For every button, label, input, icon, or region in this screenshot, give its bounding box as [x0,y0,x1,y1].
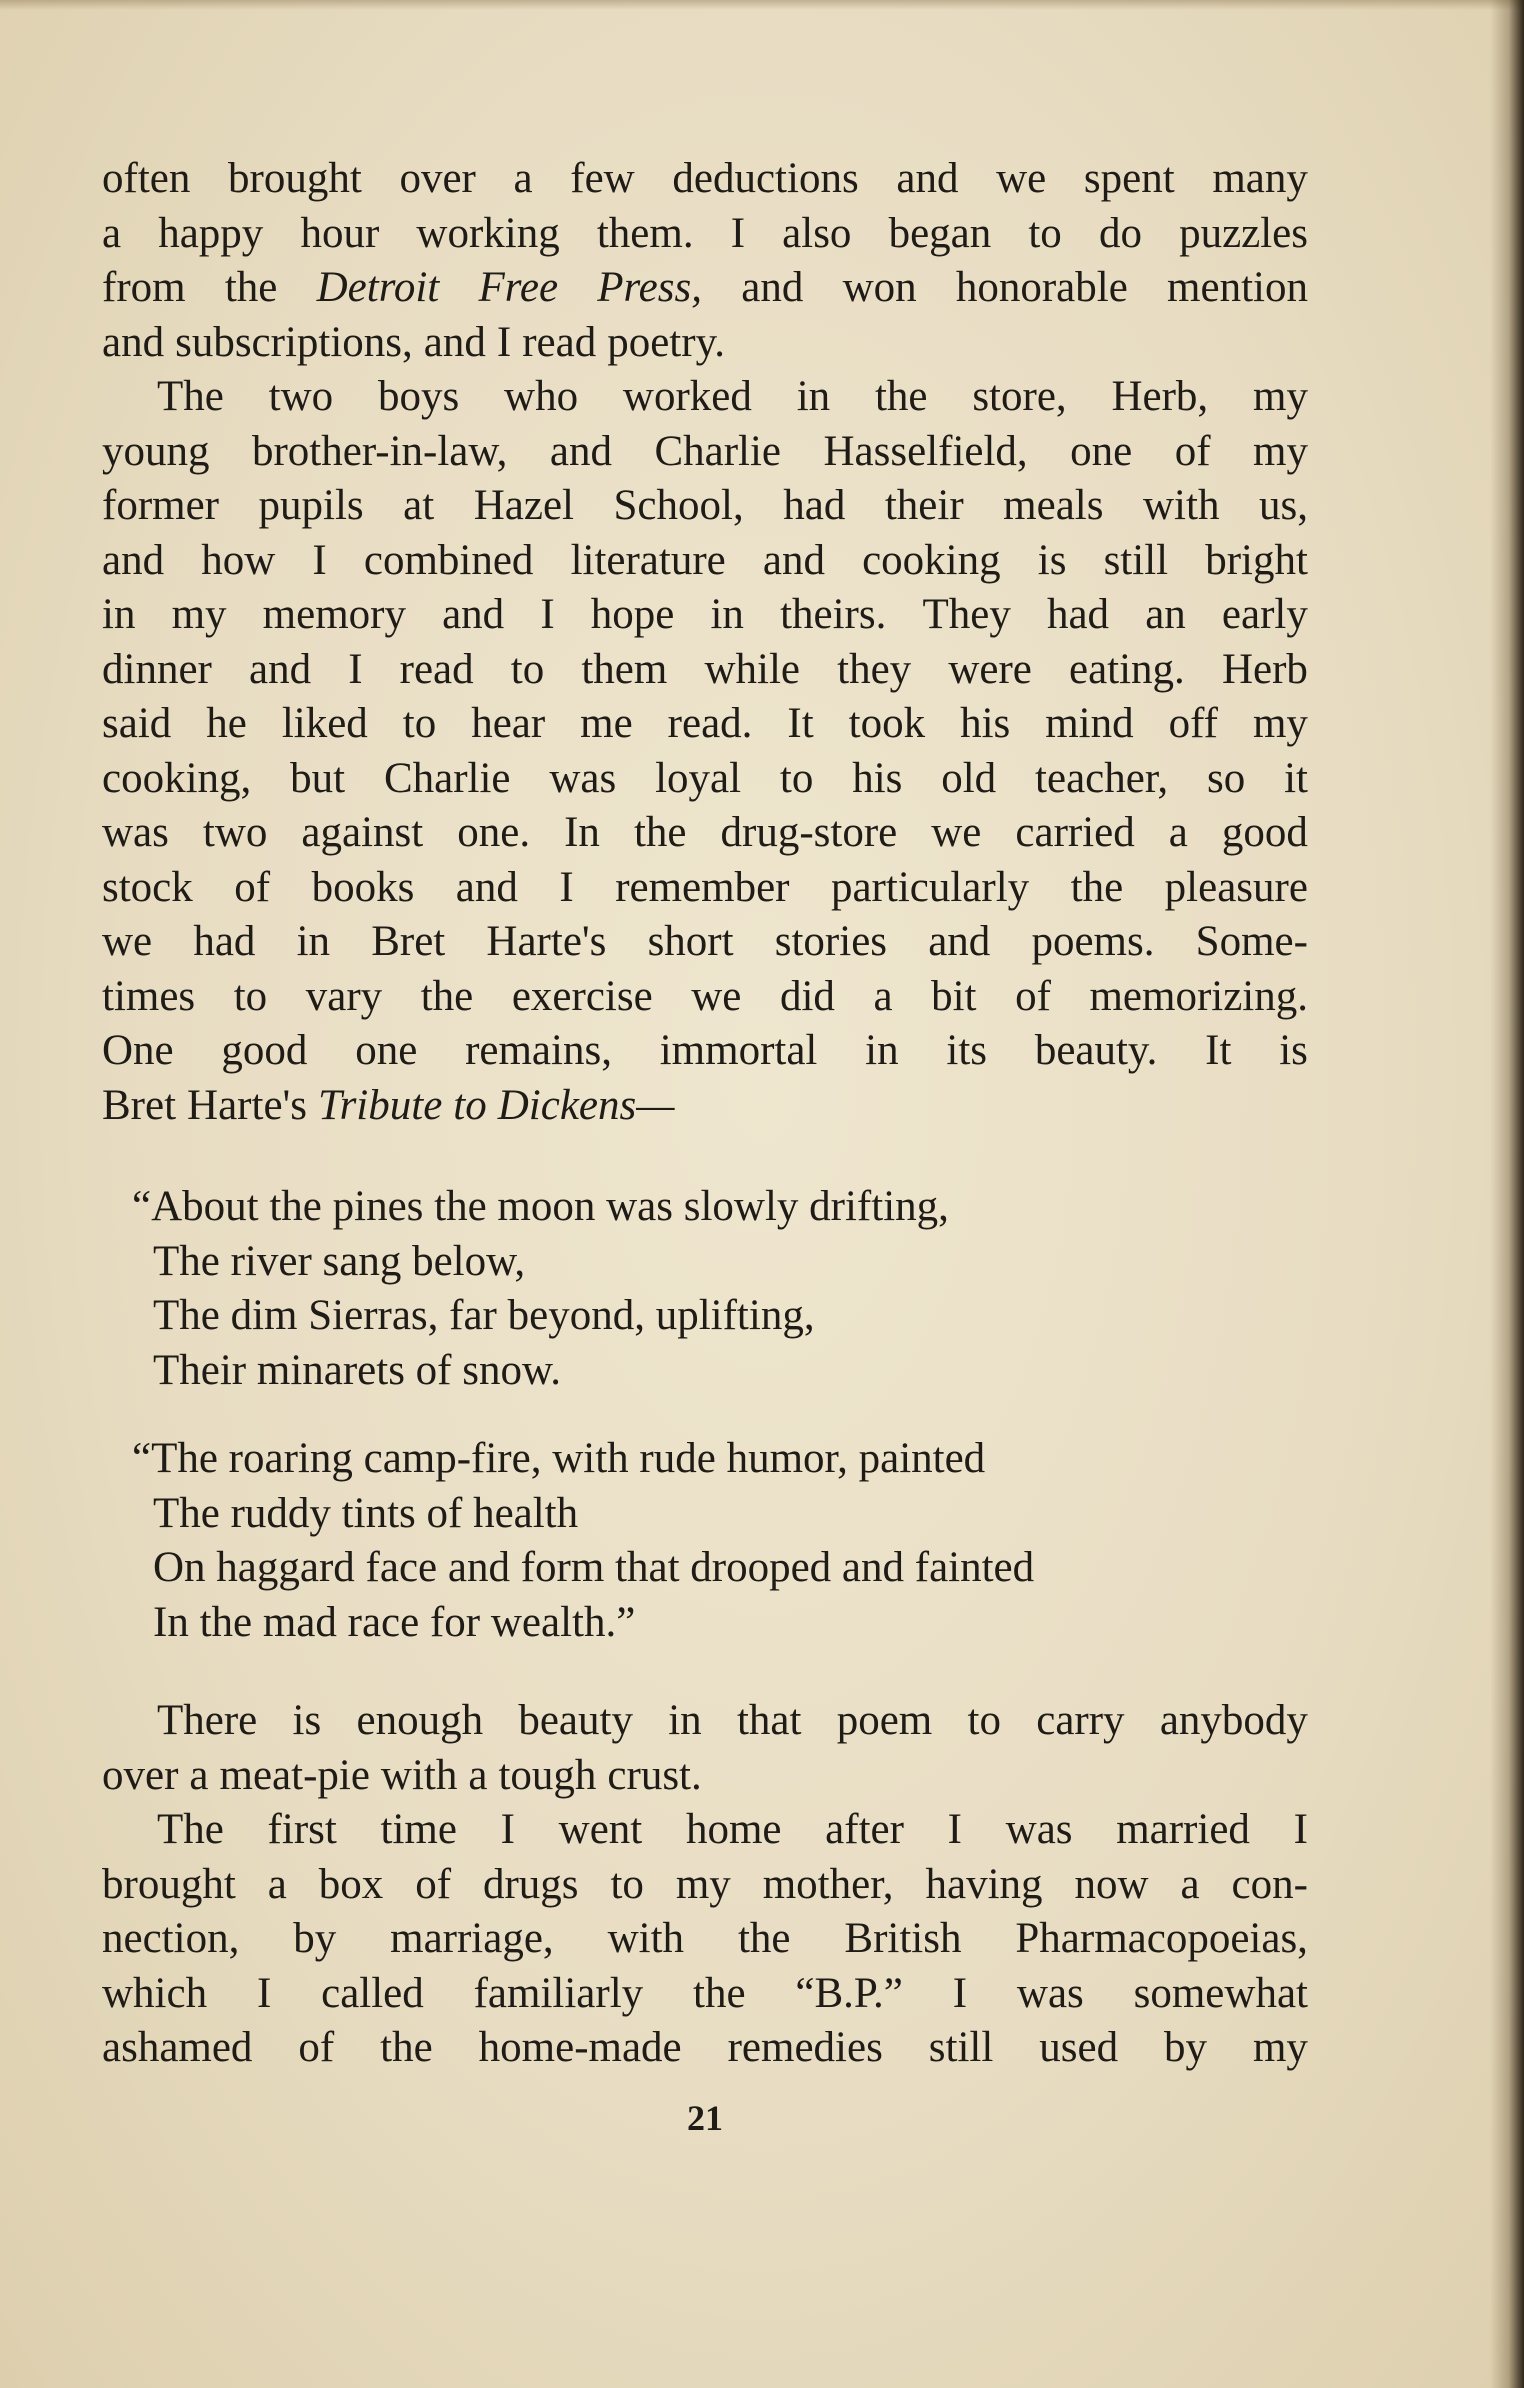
word: a [189,1751,209,1799]
prose-block-top [102,152,1308,1133]
word: good [1221,809,1308,856]
word: Hasselfield, [823,427,1028,475]
text-line [102,261,1308,316]
word: that [736,1697,802,1744]
word: with [1143,482,1220,529]
text-line [102,1749,1308,1804]
word: poetry. [607,318,726,366]
word: cooking [862,536,1001,584]
prose-block-bottom [102,1694,1308,2076]
word: old [941,754,997,802]
word: Dickens— [497,1081,675,1129]
word: and [102,536,165,584]
word: teacher, [1035,754,1169,802]
word: liked [281,700,368,747]
word: of [1015,972,1051,1020]
word: do [1098,209,1142,257]
word: Pharmacopoeias, [1015,1915,1308,1962]
text-line [102,1079,1308,1134]
word: called [321,1969,424,2017]
word: memory [262,591,406,638]
word: deductions [672,155,859,202]
word: read. [667,700,753,747]
word: early [1221,591,1308,638]
word: it [1284,754,1308,802]
word: my [675,1860,731,1908]
word: they [837,645,912,693]
word: in [102,591,136,638]
word: former [102,482,219,529]
word: was [1005,1806,1073,1853]
word: British [844,1915,962,1962]
word: an [1145,591,1186,638]
word: There [157,1697,258,1744]
poem-stanza-2 [132,1432,1282,1650]
word: young [102,427,210,475]
word: Detroit [316,264,440,311]
word: who [504,373,579,420]
text-line [102,2021,1308,2076]
word: we [996,155,1047,202]
word: a [267,1860,287,1908]
word: one [355,1027,418,1074]
word: and [248,645,312,693]
word: in [296,918,331,965]
word: con- [1231,1860,1308,1908]
word: It [787,700,814,747]
word: to [779,754,814,802]
stanza-line: In the mad race for wealth.” [153,1598,636,1646]
word: I [500,1806,515,1853]
word: I [348,645,363,693]
word: many [1212,155,1308,202]
word: familiarly [473,1969,644,2017]
word: I [1293,1806,1308,1853]
word: crust. [607,1751,702,1799]
word: stories [774,918,888,965]
word: my [1253,373,1308,420]
word: happy [158,209,264,257]
text-line [102,1694,1308,1749]
stanza-line: The dim Sierras, far beyond, uplifting, [153,1292,815,1339]
text-line [102,1024,1308,1079]
word: loyal [655,754,742,802]
text-line [102,370,1308,425]
word: the [693,1969,746,2017]
word: is [292,1697,322,1744]
word: times [102,972,196,1020]
text-line [102,588,1308,643]
word: did [779,972,835,1020]
word: brother-in-law, [251,427,508,475]
word: the [380,2024,433,2071]
text-line [102,1967,1308,2022]
word: and [442,591,505,638]
text-line [102,1912,1308,1967]
word: went [558,1806,643,1853]
word: having [925,1860,1043,1908]
word: to [510,645,545,693]
word: its [946,1027,988,1074]
word: one. [457,809,531,856]
page-top-shadow [0,0,1524,10]
word: in [865,1027,899,1074]
paragraph-drugs-home [102,1803,1308,2076]
word: said [102,700,172,747]
paragraph-dinner-reading [102,370,1308,1133]
word: Herb [1221,645,1308,693]
word: good [221,1027,308,1074]
word: bit [931,972,977,1020]
word: and [928,918,991,965]
word: were [948,645,1032,693]
word: pleasure [1164,863,1308,911]
word: a [102,209,122,257]
poem-stanza-1 [132,1180,1282,1398]
word: at [403,482,435,529]
word: poem [836,1697,933,1744]
word: working [416,209,560,257]
text-line [102,534,1308,589]
word: hope [590,591,675,638]
word: marriage, [390,1915,554,1962]
word: two [268,373,334,420]
word: and [762,536,825,584]
word: meals [1003,482,1104,529]
word: short [647,918,734,965]
word: remains, [465,1027,612,1074]
word: and [455,863,518,911]
page-number: 21 [687,2098,723,2138]
word: combined [363,536,534,584]
word: them [581,645,668,693]
word: us, [1258,482,1308,529]
word: beauty. [1034,1027,1158,1074]
word: few [570,155,635,202]
word: I [559,863,574,911]
word: by [293,1915,337,1962]
word: I [730,209,746,257]
word: I [312,536,327,584]
stanza-line: Their minarets of snow. [153,1346,561,1394]
word: immortal [659,1027,818,1074]
word: over [399,155,476,202]
word: two [202,809,268,856]
word: beauty [518,1697,633,1744]
text-line [102,207,1308,262]
word: so [1207,754,1246,802]
text-line [102,152,1308,207]
word: mention [1167,264,1308,311]
word: poems. [1031,918,1155,965]
word: vary [305,972,383,1020]
text-line [102,643,1308,698]
word: my [1253,427,1308,475]
word: took [848,700,926,747]
word: began [888,209,992,257]
word: to [233,972,268,1020]
word: puzzles [1179,209,1308,257]
word: of [298,2024,335,2071]
word: their [884,482,964,529]
word: and [896,155,959,202]
word: tough [498,1751,597,1799]
text-line [102,697,1308,752]
word: my [1252,700,1308,747]
word: we [691,972,742,1020]
word: Bret [102,1081,177,1129]
paragraph-poem-comment [102,1694,1308,1803]
word: had [783,482,846,529]
word: carried [1015,809,1135,856]
word: we [931,809,982,856]
word: Bret [371,918,446,965]
word: Harte's [486,918,607,965]
word: a [1180,1860,1200,1908]
word: still [928,2024,994,2071]
word: his [852,754,903,802]
word: I [952,1969,968,2017]
word: over [102,1751,179,1799]
word: and [423,318,486,366]
word: mother, [762,1860,894,1908]
stanza-line: On haggard face and form that drooped and fainted [153,1544,1035,1591]
word: In [564,809,600,856]
word: dinner [102,645,212,693]
word: memorizing. [1089,972,1308,1020]
word: my [171,591,227,638]
word: remedies [727,2024,883,2071]
word: but [290,754,346,802]
word: from [102,264,186,311]
word: now [1074,1860,1149,1908]
word: first [267,1806,337,1853]
word: by [1164,2024,1208,2071]
word: Charlie [383,754,511,802]
word: the [633,809,687,856]
word: was [1016,1969,1084,2017]
word: literature [570,536,726,584]
word: a [1168,809,1188,856]
word: brought [228,155,362,202]
word: Press, [597,264,702,311]
word: subscriptions, [175,318,413,366]
word: Free [478,264,559,311]
word: of [234,863,271,911]
word: remember [615,863,790,911]
word: to [967,1697,1001,1744]
word: home [685,1806,782,1853]
word: still [1103,536,1169,584]
word: and [549,427,612,475]
word: read [399,645,474,693]
word: particularly [830,863,1030,911]
text-line [102,479,1308,534]
text-line [102,1803,1308,1858]
word: and [102,318,165,366]
word: used [1039,2024,1119,2071]
word: of [415,1860,452,1908]
word: anybody [1159,1697,1308,1744]
word: enough [356,1697,484,1744]
word: to [610,1860,644,1908]
word: while [704,645,801,693]
word: a [873,972,893,1020]
stanza-line: The ruddy tints of health [153,1489,579,1537]
word: in [710,591,744,638]
word: time [380,1806,457,1853]
word: hour [300,209,380,257]
word: a [468,1751,488,1799]
word: box [318,1860,384,1908]
word: the [874,373,928,420]
text-line [102,1858,1308,1913]
word: and [741,264,804,311]
word: the [224,264,278,311]
word: with [380,1751,458,1799]
word: theirs. [780,591,887,638]
word: books [311,863,415,911]
word: Tribute [318,1081,443,1129]
text-line [102,316,1308,371]
word: is [1037,536,1067,584]
word: drugs [482,1860,579,1908]
word: Hazel [473,482,574,529]
word: he [206,700,247,747]
word: off [1168,700,1218,747]
word: drug-store [720,809,898,856]
stanza-line: The river sang below, [153,1237,526,1285]
word: a [513,155,533,202]
word: also [782,209,852,257]
word: ashamed [102,2024,253,2071]
word: boys [377,373,460,420]
word: School, [613,482,744,529]
word: is [1279,1027,1308,1074]
word: exercise [511,972,653,1020]
word: his [960,700,1011,747]
paragraph-continuation [102,152,1308,370]
word: stock [102,863,193,911]
word: Herb, [1111,373,1209,420]
word: store, [972,373,1067,420]
word: I [947,1806,962,1853]
text-line [102,861,1308,916]
word: in [796,373,831,420]
word: married [1116,1806,1250,1853]
word: The [157,373,224,420]
word: had [1046,591,1110,638]
word: with [607,1915,685,1962]
word: me [580,700,633,747]
text-line [102,915,1308,970]
word: often [102,155,191,202]
word: to [402,700,437,747]
word: after [825,1806,904,1853]
text-line [102,752,1308,807]
word: The [157,1806,224,1853]
word: spent [1083,155,1175,202]
word: Harte's [187,1081,308,1129]
word: I [540,591,555,638]
word: my [1252,2024,1308,2071]
word: carry [1036,1697,1125,1744]
word: against [301,809,424,856]
word: to [1028,209,1062,257]
word: somewhat [1133,1969,1308,2017]
text-line [102,806,1308,861]
word: It [1205,1027,1232,1074]
word: home-made [478,2024,682,2071]
word: hear [471,700,546,747]
stanza-line: “The roaring camp-fire, with rude humor, painted [132,1435,986,1482]
page-gutter-shadow [1490,0,1524,2388]
word: we [102,918,153,965]
word: of [1174,427,1211,475]
word: brought [102,1860,236,1908]
word: One [102,1027,174,1074]
text-line [102,970,1308,1025]
word: Charlie [654,427,782,475]
word: in [668,1697,702,1744]
word: I [256,1969,272,2017]
stanza-line: “About the pines the moon was slowly drifting, [132,1183,949,1230]
word: worked [622,373,752,420]
word: honorable [955,264,1128,311]
word: “B.P.” [795,1969,903,2017]
word: pupils [258,482,364,529]
word: was [102,809,169,856]
word: how [201,536,276,584]
word: cooking, [102,754,252,802]
word: I [496,318,512,366]
word: the [420,972,474,1020]
word: which [102,1969,208,2017]
word: won [842,264,917,311]
word: them. [596,209,694,257]
word: had [193,918,256,965]
word: the [737,1915,791,1962]
word: eating. [1068,645,1185,693]
word: bright [1205,536,1308,584]
word: the [1070,863,1124,911]
word: meat-pie [219,1751,370,1799]
word: one [1070,427,1133,475]
word: Some- [1195,918,1308,965]
word: read [522,318,597,366]
text-line [102,425,1308,480]
word: They [922,591,1011,638]
word: nection, [102,1915,240,1962]
word: was [549,754,617,802]
word: mind [1045,700,1134,747]
word: to [453,1081,487,1129]
